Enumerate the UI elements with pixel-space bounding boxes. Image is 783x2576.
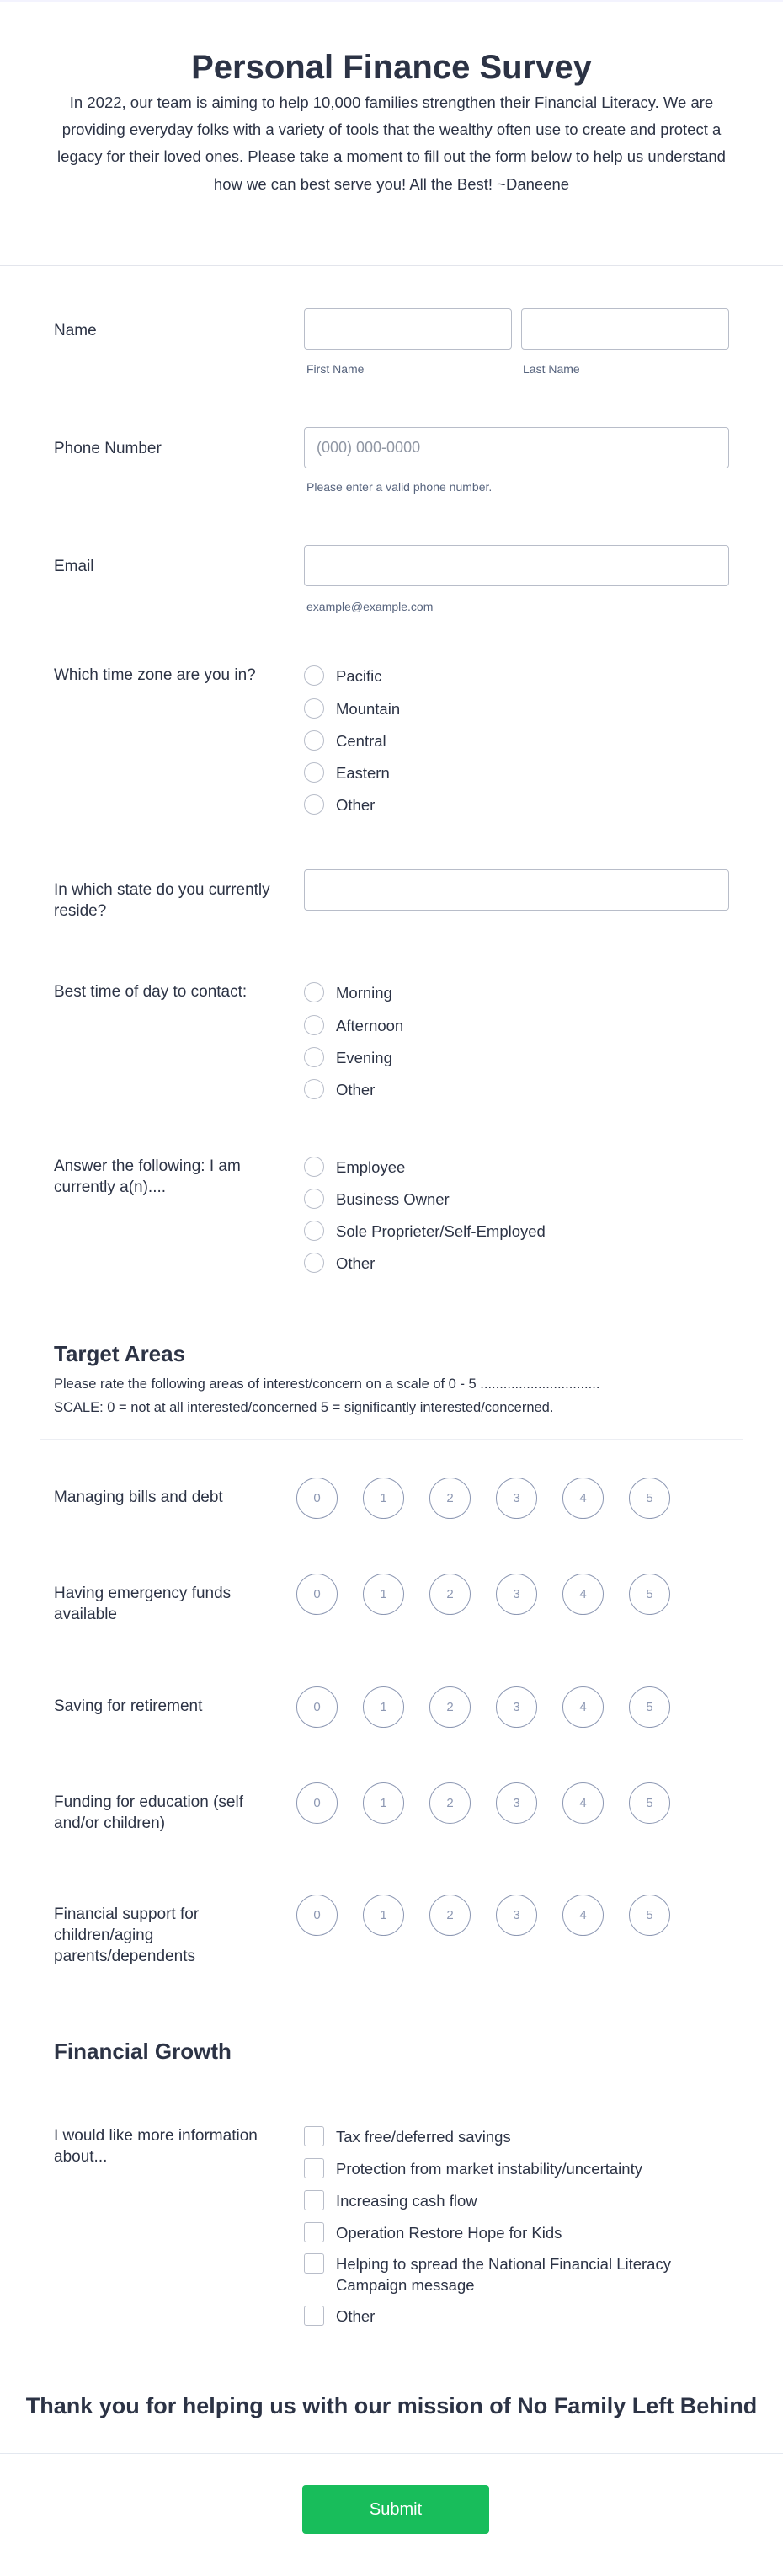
radio-button[interactable] [304,1253,324,1273]
rating-option-1[interactable]: 1 [363,1478,404,1519]
rating-scale-emergency-funds[interactable] [296,1574,670,1615]
state-field[interactable] [304,869,729,911]
email-input[interactable] [305,546,728,585]
rating-option-0[interactable]: 0 [296,1478,338,1519]
rating-scale-retirement[interactable] [296,1686,670,1728]
more-info-label: I would like more information about... [54,2127,258,2166]
rating-option-0[interactable]: 0 [296,1574,338,1615]
rating-option-5[interactable]: 5 [629,1782,670,1824]
rating-option-4[interactable]: 4 [562,1686,604,1728]
radio-button[interactable] [304,1047,324,1067]
rating-label-emergency-funds: Having emergency funds available [54,1585,232,1623]
rating-scale-dependents[interactable] [296,1895,670,1936]
checkbox[interactable] [304,2126,324,2146]
first-name-input[interactable] [305,309,511,349]
state-label: In which state do you currently reside? [54,881,270,920]
last-name-field[interactable] [521,308,729,350]
rating-option-1[interactable]: 1 [363,1574,404,1615]
last-name-input[interactable] [522,309,728,349]
timezone-label: Which time zone are you in? [54,666,256,684]
rating-option-4[interactable]: 4 [562,1478,604,1519]
radio-button[interactable] [304,1157,324,1177]
email-sublabel: example@example.com [306,600,434,613]
rating-option-2[interactable]: 2 [429,1782,471,1824]
option-label: Sole Proprieter/Self-Employed [336,1221,546,1240]
radio-button[interactable] [304,794,324,815]
more-info-option-cash-flow[interactable] [304,2189,477,2211]
radio-button[interactable] [304,730,324,751]
timezone-option-pacific[interactable] [304,665,382,687]
rating-option-4[interactable]: 4 [562,1574,604,1615]
name-label: Name [54,322,97,339]
option-label: Helping to spread the National Financial Literacy Campaign message [336,2255,671,2294]
contact-time-label: Best time of day to contact: [54,983,248,1001]
timezone-option-other[interactable] [304,794,375,815]
rating-option-2[interactable]: 2 [429,1574,471,1615]
occupation-label: Answer the following: I am currently a(n).... [54,1157,241,1196]
state-input[interactable] [305,870,728,910]
rating-label-dependents: Financial support for children/aging parents/dependents [54,1905,200,1965]
radio-button[interactable] [304,1221,324,1241]
more-info-option-tax-free[interactable] [304,2125,511,2147]
radio-button[interactable] [304,1079,324,1099]
phone-label: Phone Number [54,440,162,457]
top-border [0,0,783,2]
rating-option-3[interactable]: 3 [496,1686,537,1728]
rating-option-4[interactable]: 4 [562,1782,604,1824]
timezone-option-central[interactable] [304,730,386,751]
rating-option-1[interactable]: 1 [363,1782,404,1824]
footer-divider [0,2453,783,2454]
option-label: Pacific [336,666,382,685]
occupation-option-sole-proprieter[interactable] [304,1220,546,1242]
option-label: Operation Restore Hope for Kids [336,2223,562,2242]
radio-button[interactable] [304,762,324,783]
option-label: Tax free/deferred savings [336,2127,511,2146]
financial-growth-heading: Financial Growth [54,2039,232,2064]
rating-option-0[interactable]: 0 [296,1895,338,1936]
checkbox[interactable] [304,2253,324,2274]
checkbox[interactable] [304,2158,324,2178]
occupation-option-business-owner[interactable] [304,1188,450,1210]
option-label: Other [336,1080,376,1098]
option-label: Business Owner [336,1189,450,1208]
option-label: Mountain [336,699,401,718]
radio-button[interactable] [304,982,324,1002]
timezone-option-eastern[interactable] [304,762,390,783]
phone-sublabel: Please enter a valid phone number. [306,480,493,494]
rating-option-5[interactable]: 5 [629,1895,670,1936]
option-label: Other [336,795,376,814]
header-divider [0,265,783,266]
checkbox[interactable] [304,2190,324,2210]
target-areas-desc-2: SCALE: 0 = not at all interested/concerned 5 = significantly interested/concerned. [54,1400,554,1415]
form-title: Personal Finance Survey [191,49,592,86]
phone-input[interactable] [305,428,728,468]
radio-button[interactable] [304,1189,324,1209]
target-areas-desc-1: Please rate the following areas of interest/concern on a scale of 0 - 5 ............................... [54,1376,600,1392]
option-label: Other [336,2306,376,2325]
option-label: Other [336,1253,376,1272]
radio-button[interactable] [304,698,324,719]
submit-button[interactable]: Submit [302,2485,489,2534]
phone-field[interactable] [304,427,729,468]
rating-label-education: Funding for education (self and/or children) [54,1793,243,1832]
contact-time-option-morning[interactable] [304,981,392,1003]
rating-scale-bills[interactable] [296,1478,670,1519]
radio-button[interactable] [304,1015,324,1035]
first-name-sublabel: First Name [306,362,365,376]
rating-scale-education[interactable] [296,1782,670,1824]
rating-label-retirement: Saving for retirement [54,1697,203,1715]
option-label: Employee [336,1157,406,1176]
form-intro: In 2022, our team is aiming to help 10,000 families strengthen their Financial Literacy. We are providing everyday folks with a variety of tools that the wealthy often use to create and protect a legacy for their loved ones. Please take a moment to fill out the form below to help us understand how we can best serve you! All the Best! ~Daneene [57,94,726,193]
rating-option-4[interactable]: 4 [562,1895,604,1936]
option-label: Afternoon [336,1016,404,1034]
rating-option-0[interactable]: 0 [296,1686,338,1728]
checkbox[interactable] [304,2222,324,2242]
rating-option-2[interactable]: 2 [429,1686,471,1728]
contact-time-option-other[interactable] [304,1078,375,1100]
thank-you-heading: Thank you for helping us with our mission of No Family Left Behind [25,2393,758,2418]
option-label: Eastern [336,763,390,782]
target-areas-divider [40,1439,743,1440]
rating-option-1[interactable]: 1 [363,1686,404,1728]
first-name-field[interactable] [304,308,512,350]
more-info-option-restore-hope[interactable] [304,2221,562,2243]
option-label: Increasing cash flow [336,2191,477,2210]
rating-option-0[interactable]: 0 [296,1782,338,1824]
option-label: Central [336,731,386,750]
rating-option-2[interactable]: 2 [429,1895,471,1936]
rating-option-5[interactable]: 5 [629,1574,670,1615]
rating-option-5[interactable]: 5 [629,1686,670,1728]
rating-option-3[interactable]: 3 [496,1895,537,1936]
more-info-option-other[interactable] [304,2305,375,2327]
rating-option-2[interactable]: 2 [429,1478,471,1519]
occupation-option-other[interactable] [304,1252,375,1274]
more-info-option-campaign[interactable] [304,2253,700,2295]
timezone-option-mountain[interactable] [304,697,400,719]
email-label: Email [54,558,94,575]
occupation-option-employee[interactable] [304,1156,405,1178]
contact-time-option-afternoon[interactable] [304,1014,403,1036]
rating-option-3[interactable]: 3 [496,1574,537,1615]
option-label: Morning [336,983,392,1002]
rating-option-3[interactable]: 3 [496,1478,537,1519]
rating-option-3[interactable]: 3 [496,1782,537,1824]
option-label: Protection from market instability/uncertainty [336,2159,642,2178]
email-field[interactable] [304,545,729,586]
checkbox[interactable] [304,2306,324,2326]
rating-option-5[interactable]: 5 [629,1478,670,1519]
contact-time-option-evening[interactable] [304,1046,392,1068]
more-info-option-protection[interactable] [304,2157,642,2179]
target-areas-heading: Target Areas [54,1341,186,1366]
radio-button[interactable] [304,665,324,686]
rating-option-1[interactable]: 1 [363,1895,404,1936]
option-label: Evening [336,1048,392,1066]
last-name-sublabel: Last Name [523,362,580,376]
rating-label-bills: Managing bills and debt [54,1488,223,1506]
